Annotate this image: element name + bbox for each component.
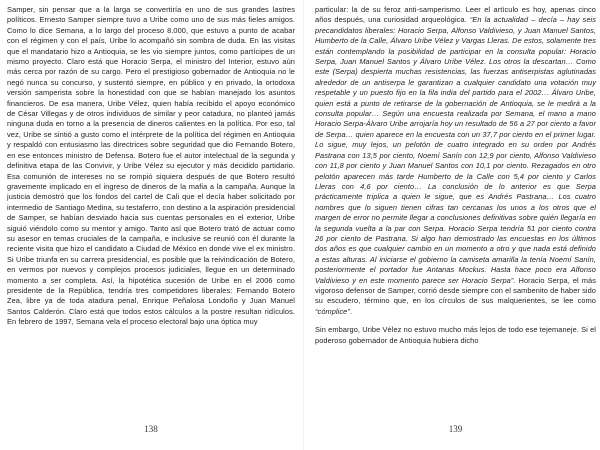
left-page [7,5,295,445]
left-page-number: 138 [144,424,158,434]
right-page-number: 139 [448,424,463,434]
right-body-tail: Horacio Serpa, el más vigoroso defensor de Samper, corrió desde siempre con el sambenito de haber sido su escudero, término que, en los círculos de sus malquerientes, se lee como [315,275,596,306]
right-body-tail-quote: “cómplice” [315,306,350,316]
right-page [315,5,596,445]
right-body-tail-end: . [349,306,353,316]
left-page-body: Samper, sin pensar que a la larga se convertiría en uno de sus grandes lastres políticos. Ernesto Samper siempre tuvo a Uribe como uno de sus más fieles amigos. Como lo dice Semana, a lo largo del proceso 8.000, que estuvo a punto de acabar con el régimen y con el país, Uribe lo acompañó sin sombra de duda. En las visitas que el mandatario hizo a Antioquia, se les vio siempre juntos, como partícipes de un mismo proyecto. Claro está que Horacio Serpa, el ministro del Interior, estuvo aún más cerca por razón de su cargo. Pero el prestigioso gobernador de Antioquia no le negó nunca su concurso, y sustentó siempre, en público y en privado, la ortodoxa versión samperista sobre la honestidad con que se habían manejado los asuntos financieros. De esa manera, Uribe Vélez, quien había recibido el apoyo económico de César Villegas y de otros individuos de similar y peor catadura, no planteó jamás ninguna duda en torno a la presencia de dineros calientes en la política. Por eso, tal vez, Uribe se sintió a gusto como el intérprete de la política del régimen en Antioquia y respaldó con entusiasmo las directrices sobre seguridad que dio Fernando Botero, en ese entonces ministro de Defensa. Botero fue el autor intelectual de la segunda y definitiva etapa de las Convivir, y Uribe Vélez su ejecutor y más decidido partidario. Esa comunión de intereses no se rompió siquiera después de que Botero resultó gravemente implicado en el ingreso de dineros de la mafia a la campaña. Aunque la justicia demostró que los fondos del cartel de Cali que el decía haber solicitado por intermedio de Santiago Medina, su testaferro, con destino a la aspiración presidencial de Samper, se habían desviado hacia sus cuentas personales en el exterior, Uribe siguió viéndolo como su mentor y amigo. Tanto así que Botero trató de actuar como su asesor en temas cruciales de la campaña, e inclusive se reunió con él durante la reciente visita que hizo el candidato a Ciudad de México en donde vive el ex ministro. Si Uribe triunfa en su carrera presidencial, es posible que la reivindicación de Botero, en vermos por nuevos y complejos procesos judiciales, llegue en un determinado momento a ser completa. Así, la hipotética sucesión de Uribe en el 2006 como presidente de la República, tendría tres competidores liberales: Fernando Botero Zea, libre ya de toda atadura penal, Enrique Peñalosa Londoño y Juan Manuel Santos Calderón. Claro está que todos estos cálculos a la postre resultan ridículos. En febrero de 1997, Semana vela el proceso electoral bajo una óptica muy [7,5,295,327]
right-page-body [315,5,596,317]
page-gutter [303,0,304,450]
right-body-quote: “En la actualidad – decía – hay seis precandidatos liberales: Horacio Serpa, Alfonso Valdivieso, y Juan Manuel Santos, Humberto de la Calle, Álvaro Uribe Vélez y Vargas Lleras. De estos, solamente tres están contemplando la posibilidad de participar en la consulta popular: Horacio Serpa, Juan Manuel Santos y Álvaro Uribe Vélez. Los otros la descartan… Como este (Serpa) despierta muchas resistencias, las fuerzas antiserpistas aglutinadas alrededor de un antiserpa le garantizan a cualquier candidato una votación muy respetable y un puesto fijo en la fila india del partido para el 2002… Álvaro Uribe, quien está a punto de retirarse de la gobernación de Antioquia, se le medirá a la consulta popular… Según una encuesta realizada por Semana, el mano a mano Horacio Serpa-Álvaro Uribe arrojaría hoy un resultado de 56 a 27 por ciento a favor de Serpa… quien aparece en la encuesta con un 37,7 por ciento en el primer lugar. Lo sigue, muy lejos, un pelotón de cuatro integrado en su orden por Andrés Pastrana con 13,5 por ciento, Noemí Sanín con 12,9 por ciento, Alfonso Valdivieso con 11,8 por ciento y Juan Manuel Santos con 10,1 por ciento. Rezagados en otro pelotón aparecen más tarde Humberto de la Calle con 5,4 por ciento y Carlos Lleras con 4,6 por ciento… La conclusión de lo anterior es que Serpa prácticamente triplica a quien le sigue, que es Andrés Pastrana… Los cuatro nombres que lo siguen tienen cifras tan cercanas los unos a los otros que el margen de error no permite llegar a conclusiones definitivas sobre quién llegaría en la segunda vuelta a la par con Serpa. Horacio Serpa tendría 51 por ciento contra 26 por ciento de Pastrana. Si algo han demostrado las encuestas en los últimos dos años es que cualquier cambio en un momento a otro y que nada está definido a estas alturas. Al iniciarse el gobierno la camiseta amarilla la tenía Noemí Sanín, posteriormente el portador fue Antanas Mockus. Hasta hace poco era Alfonso Valdivieso y en este momento parece ser Horacio Serpa”. [315,15,597,285]
right-page-paragraph-2: Sin embargo, Uribe Vélez no estuvo mucho más lejos de todo ese tejemaneje. Si el poderoso gobernador de Antioquia hubiera dicho [315,325,596,345]
right-body-lead: particular: la de su feroz anti-samperismo. Leer el artículo es hoy, apenas cinco años después, una curiosidad arqueológica. [315,5,596,25]
